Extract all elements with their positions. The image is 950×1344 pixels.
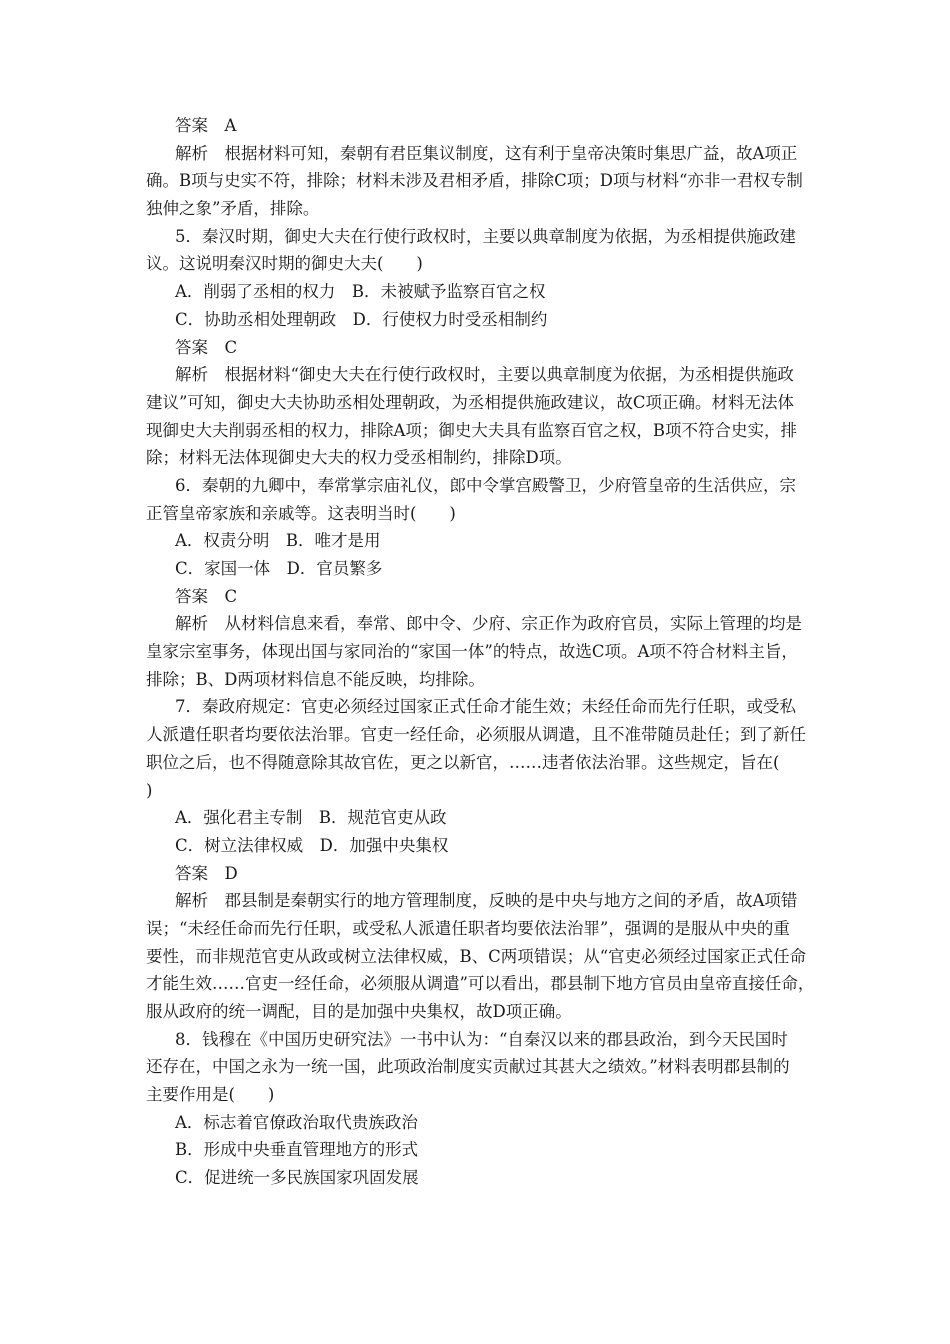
question-7-line-3: 职位之后，也不得随意除其故官佐，更之以新官，……违者依法治罪。这些规定，旨在( (146, 752, 780, 772)
answer-6: 答案 C (175, 586, 238, 606)
analysis-4-line-1: 解析 根据材料可知，秦朝有君臣集议制度，这有利于皇帝决策时集思广益，故A项正 (175, 143, 798, 163)
question-6-line-2: 正管皇帝家族和亲戚等。这表明当时( ) (146, 503, 456, 523)
analysis-5-line-2: 建议”可知，御史大夫协助丞相处理朝政，为丞相提供施政建议，故C项正确。材料无法体 (146, 392, 795, 412)
question-5-options-ab: A．削弱了丞相的权力 B．未被赋予监察百官之权 (175, 282, 546, 302)
question-8-option-a: A．标志着官僚政治取代贵族政治 (175, 1112, 418, 1132)
question-6-options-ab: A．权责分明 B．唯才是用 (175, 531, 381, 551)
analysis-5-line-4: 除；材料无法体现御史大夫的权力受丞相制约，排除D项。 (146, 448, 572, 468)
question-8-option-c: C．促进统一多民族国家巩固发展 (175, 1168, 419, 1188)
analysis-7-line-3: 要性，而非规范官吏从政或树立法律权威，B、C两项错误；从“官吏必须经过国家正式任命 (146, 946, 807, 966)
question-5-options-cd: C．协助丞相处理朝政 D．行使权力时受丞相制约 (175, 309, 548, 329)
question-7-line-1: 7．秦政府规定：官吏必须经过国家正式任命才能生效；未经任命而先行任职，或受私 (175, 697, 796, 717)
question-5-line-2: 议。这说明秦汉时期的御史大夫( ) (146, 254, 423, 274)
question-8-line-3: 主要作用是( ) (146, 1085, 275, 1105)
analysis-7-line-4: 才能生效……官吏一经任命，必须服从调遣”可以看出，郡县制下地方官员由皇帝直接任命， (146, 974, 815, 994)
question-7-options-ab: A．强化君主专制 B．规范官吏从政 (175, 808, 447, 828)
analysis-7-line-1: 解析 郡县制是秦朝实行的地方管理制度，反映的是中央与地方之间的矛盾，故A项错 (175, 891, 798, 911)
analysis-6-line-2: 皇家宗室事务，体现出国与家同治的“家国一体”的特点，故选C项。A项不符合材料主旨， (146, 642, 798, 662)
answer-7: 答案 D (175, 863, 238, 883)
question-7-line-4: ) (146, 780, 153, 800)
analysis-7-line-2: 误；“未经任命而先行任职，或受私人派遣任职者均要依法治罪”，强调的是服从中央的重 (146, 918, 790, 938)
question-5-line-1: 5．秦汉时期，御史大夫在行使行政权时，主要以典章制度为依据，为丞相提供施政建 (175, 226, 796, 246)
document-page (146, 112, 814, 1192)
analysis-5-line-3: 现御史大夫削弱丞相的权力，排除A项；御史大夫具有监察百官之权，B项不符合史实，排 (146, 420, 798, 440)
question-8-line-2: 还存在，中国之永为一统一国，此项政治制度实贡献过其甚大之绩效。”材料表明郡县制的 (146, 1057, 790, 1077)
answer-5: 答案 C (175, 337, 238, 357)
analysis-5-line-1: 解析 根据材料“御史大夫在行使行政权时，主要以典章制度为依据，为丞相提供施政 (175, 365, 794, 385)
analysis-4-line-3: 独伸之象”矛盾，排除。 (146, 199, 320, 219)
analysis-7-line-5: 服从政府的统一调配，目的是加强中央集权，故D项正确。 (146, 1002, 572, 1021)
answer-4: 答案 A (175, 116, 237, 135)
analysis-6-line-1: 解析 从材料信息来看，奉常、郎中令、少府、宗正作为政府官员，实际上管理的均是 (175, 614, 802, 634)
question-6-line-1: 6．秦朝的九卿中，奉常掌宗庙礼仪，郎中令掌宫殿警卫，少府管皇帝的生活供应，宗 (175, 475, 796, 495)
question-8-option-b: B．形成中央垂直管理地方的形式 (175, 1140, 419, 1160)
analysis-4-line-2: 确。B项与史实不符，排除；材料未涉及君相矛盾，排除C项；D项与材料“亦非一君权专制 (146, 171, 803, 191)
analysis-6-line-3: 排除；B、D两项材料信息不能反映，均排除。 (146, 669, 485, 689)
question-6-options-cd: C．家国一体 D．官员繁多 (175, 559, 383, 578)
question-7-line-2: 人派遣任职者均要依法治罪。官吏一经任命，必须服从调遣，且不准带随员赴任；到了新任 (146, 725, 806, 745)
question-8-line-1: 8．钱穆在《中国历史研究法》一书中认为：“自秦汉以来的郡县政治，到今天民国时 (175, 1029, 788, 1049)
question-7-options-cd: C．树立法律权威 D．加强中央集权 (175, 835, 449, 855)
